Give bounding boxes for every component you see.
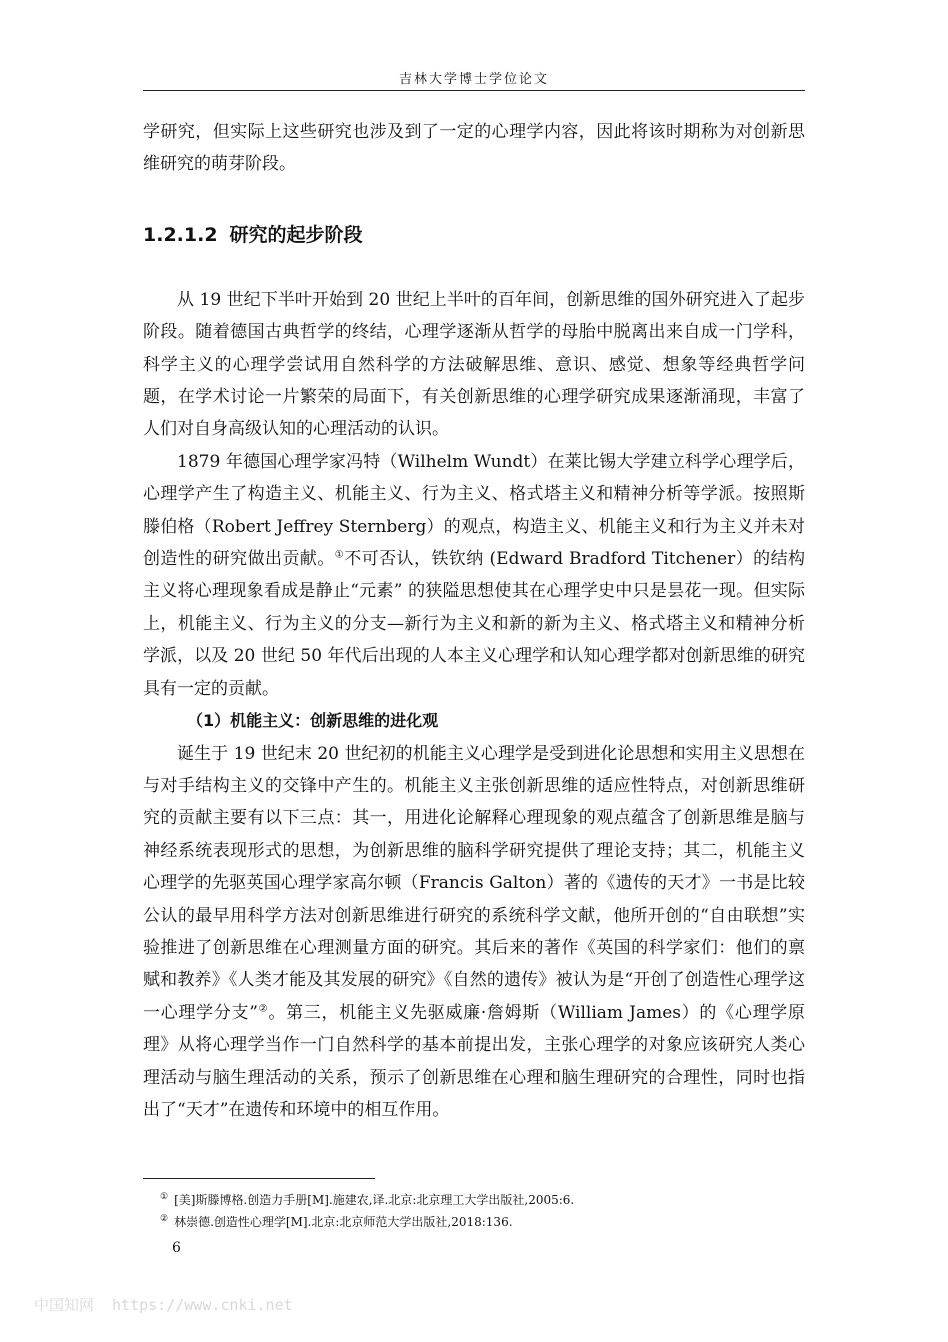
paragraph-text: 不可否认，铁钦纳 (Edward Bradford Titchener）的结构主义将心理现象看成是静止“元素” 的狭隘思想使其在心理学史中只是昙花一现。但实际上，机能主义、行为主义的分支—新行为主义和新的新为主义、格式塔主义和精神分析学派，以及 20 世纪 50 年代后出现的人本主义心理学和认知心理学都对创新思维的研究具有一定的贡献。 xyxy=(143,549,806,699)
paragraph: 从 19 世纪下半叶开始到 20 世纪上半叶的百年间，创新思维的国外研究进入了起步阶段。随着德国古典哲学的终结，心理学逐渐从哲学的母胎中脱离出来自成一门学科，科学主义的心理学尝试用自然科学的方法破解思维、意识、感觉、想象等经典哲学问题，在学术讨论一片繁荣的局面下，有关创新思维的心理学研究成果逐渐涌现，丰富了人们对自身高级认知的心理活动的认识。 xyxy=(143,289,805,440)
watermark-url: https://www.cnki.net xyxy=(112,1296,293,1314)
footnote-ref-1[interactable]: ① xyxy=(334,549,345,561)
header-rule xyxy=(143,90,805,91)
subsection-heading: （1）机能主义：创新思维的进化观 xyxy=(187,711,439,731)
section-number: 1.2.1.2 xyxy=(143,223,218,246)
running-header: 吉林大学博士学位论文 xyxy=(398,72,549,87)
section-heading xyxy=(143,221,805,249)
footnote-text: [美]斯滕博格.创造力手册[M].施建农,译.北京:北京理工大学出版社,2005:6. xyxy=(174,1193,575,1207)
section-title: 研究的起步阶段 xyxy=(229,223,363,246)
footnote-mark: ① xyxy=(160,1192,169,1202)
footnote-rule xyxy=(143,1178,375,1179)
paragraph-continued: 学研究，但实际上这些研究也涉及到了一定的心理学内容，因此将该时期称为对创新思维研究的萌芽阶段。 xyxy=(143,122,805,175)
main-text xyxy=(143,116,805,1126)
footnote-mark: ② xyxy=(160,1214,169,1224)
paragraph xyxy=(143,738,805,1127)
footnote-2 xyxy=(160,1210,800,1232)
paragraph-text: 1879 年德国心理学家冯特（Wilhelm Wundt）在莱比锡大学建立科学心理学后，心理学产生了构造主义、机能主义、行为主义、格式塔主义和精神分析等学派。按照斯滕伯格（Robert Jeffrey Sternberg）的观点，构造主义、机能主义和行为主义并未对创造性的研究做出贡献。 xyxy=(143,451,805,570)
watermark-brand: 中国知网 xyxy=(34,1296,95,1314)
footnote-1 xyxy=(160,1188,800,1210)
footnotes xyxy=(160,1188,800,1232)
watermark xyxy=(34,1294,293,1315)
page-number: 6 xyxy=(172,1240,181,1256)
paragraph xyxy=(143,446,805,705)
footnote-text: 林崇德.创造性心理学[M].北京:北京师范大学出版社,2018:136. xyxy=(174,1215,513,1229)
footnote-ref-2[interactable]: ② xyxy=(257,1003,269,1015)
paragraph-text: 。第三，机能主义先驱威廉·詹姆斯（William James）的《心理学原理》从将心理学当作一门自然科学的基本前提出发，主张心理学的对象应该研究人类心理活动与脑生理活动的关系，预示了创新思维在心理和脑生理研究的合理性，同时也指出了“天才”在遗传和环境中的相互作用。 xyxy=(143,1002,805,1120)
paragraph-text: 诞生于 19 世纪末 20 世纪初的机能主义心理学是受到进化论思想和实用主义思想在与对手结构主义的交锋中产生的。机能主义主张创新思维的适应性特点，对创新思维研究的贡献主要有以下三点：其一，用进化论解释心理现象的观点蕴含了创新思维是脑与神经系统表现形式的思想，为创新思维的脑科学研究提供了理论支持；其二，机能主义心理学的先驱英国心理学家高尔顿（Francis Galton）著的《遗传的天才》一书是比较公认的最早用科学方法对创新思维进行研究的系统科学文献，他所开创的“自由联想”实验推进了创新思维在心理测量方面的研究。其后来的著作《英国的科学家们：他们的禀赋和教养》《人类才能及其发展的研究》《自然的遗传》被认为是“开创了创造性心理学这一心理学分支” xyxy=(143,743,805,1023)
